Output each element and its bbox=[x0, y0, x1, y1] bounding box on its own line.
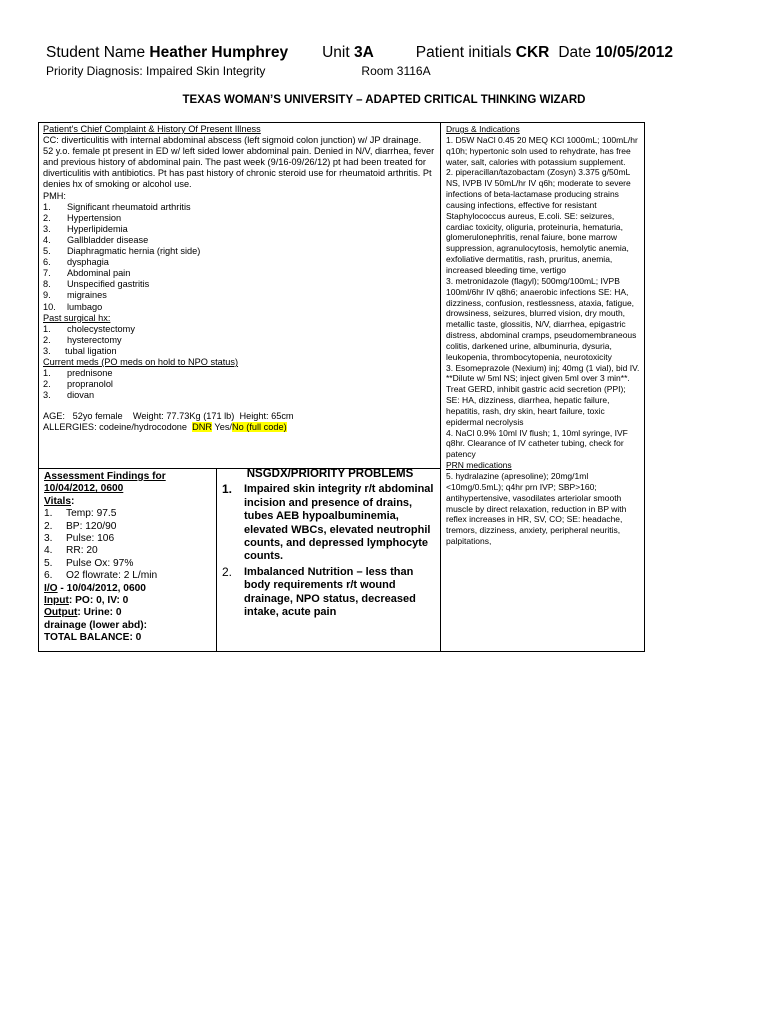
list-item: 1. Temp: 97.5 bbox=[44, 508, 117, 520]
vitals-label-row: Vitals: bbox=[44, 495, 75, 507]
list-item: 4. RR: 20 bbox=[44, 545, 98, 557]
allergies-line bbox=[43, 422, 437, 433]
prn-entry: 5. hydralazine (apresoline); 20mg/1ml <10mg/0.5mL); q4hr prn IVP; SBP>160; antihypertensive, vasodilates arteriolar smooth muscle by direct relaxation, reduction in BP with reflex increases in HR, SV, CO; SE: headache, tremors, dizziness, anxiety, peripheral neuritis, palpitations, bbox=[446, 471, 627, 547]
prn-label: PRN medications bbox=[446, 460, 512, 471]
nsgdx-heading: NSGDX/PRIORITY PROBLEMS bbox=[246, 468, 414, 480]
list-item: 2. hysterectomy bbox=[43, 334, 122, 345]
list-item: 5. Diaphragmatic hernia (right side) bbox=[43, 246, 201, 257]
list-item: 2. Hypertension bbox=[43, 212, 122, 223]
list-item: 1. Significant rheumatoid arthritis bbox=[43, 201, 191, 212]
room-number: Room 3116A bbox=[361, 64, 431, 78]
unit-label: Unit bbox=[322, 44, 354, 61]
column-divider bbox=[440, 122, 441, 652]
patient-initials: CKR bbox=[515, 44, 550, 61]
unit-value: 3A bbox=[353, 44, 374, 61]
dnr-no: No bbox=[231, 422, 244, 433]
list-item: 1. cholecystectomy bbox=[43, 323, 135, 334]
drainage-line: drainage (lower abd): bbox=[44, 619, 148, 631]
list-item: 3. diovan bbox=[43, 390, 95, 401]
assessment-heading: Assessment Findings for 10/04/2012, 0600 bbox=[44, 471, 166, 495]
list-item: 6. dysphagia bbox=[43, 257, 109, 268]
current-meds-list bbox=[43, 368, 437, 401]
list-item: 3. tubal ligation bbox=[43, 345, 117, 356]
student-name-label: Student Name bbox=[46, 44, 150, 61]
list-item: 1. prednisone bbox=[43, 368, 113, 379]
vitals-list bbox=[44, 508, 216, 582]
page-title: TEXAS WOMAN’S UNIVERSITY – ADAPTED CRITICAL THINKING WIZARD bbox=[182, 94, 586, 106]
total-balance: TOTAL BALANCE: 0 bbox=[44, 632, 142, 644]
input-line: Input: PO: 0, IV: 0 bbox=[44, 595, 129, 607]
list-item: 8. Unspecified gastritis bbox=[43, 279, 150, 290]
dnr-label: DNR bbox=[192, 422, 213, 433]
current-meds-label: Current meds (PO meds on hold to NPO status) bbox=[43, 356, 239, 367]
lower-column-divider bbox=[216, 468, 217, 652]
list-item: 9. migraines bbox=[43, 290, 107, 301]
psh-list bbox=[43, 324, 437, 357]
chief-complaint: CC: diverticulitis with internal abdominal abscess (left sigmoid colon junction) w/ JP drainage. bbox=[43, 135, 422, 146]
vitals-label: Vitals bbox=[44, 495, 71, 507]
full-code: (full code) bbox=[243, 422, 287, 433]
chief-complaint-section bbox=[43, 124, 437, 468]
student-name: Heather Humphrey bbox=[149, 44, 289, 61]
output-line: Output: Urine: 0 bbox=[44, 607, 122, 619]
list-item: 2. Imbalanced Nutrition – less than body requirements r/t wound drainage, NPO status, decreased intake, acute pain bbox=[222, 564, 416, 619]
header-line-1 bbox=[46, 44, 673, 62]
list-item: 3. Hyperlipidemia bbox=[43, 223, 128, 234]
list-item: 5. Pulse Ox: 97% bbox=[44, 557, 134, 569]
header-line-2 bbox=[46, 64, 431, 78]
drug-entry: 4. NaCl 0.9% 10ml IV flush; 1, 10ml syringe, IVF q8hr. Clearance of IV catheter tubing, check for patency bbox=[446, 427, 628, 460]
list-item: 2. BP: 120/90 bbox=[44, 520, 117, 532]
drugs-heading: Drugs & Indications bbox=[446, 124, 520, 134]
list-item: 1. Impaired skin integrity r/t abdominal incision and presence of drains, tubes AEB hypoalbuminemia, elevated WBCs, elevated neutrophil counts, and depressed lymphocyte counts. bbox=[222, 482, 434, 563]
io-line: I/O - 10/04/2012, 0600 bbox=[44, 582, 146, 594]
drugs-indications-section bbox=[446, 124, 640, 547]
date-label: Date bbox=[558, 44, 596, 61]
list-item: 7. Abdominal pain bbox=[43, 268, 131, 279]
dnr-yes: Yes/ bbox=[212, 422, 232, 433]
complaint-heading: Patient's Chief Complaint & History Of Present Illness bbox=[43, 124, 261, 134]
priority-diagnosis: Priority Diagnosis: Impaired Skin Integrity bbox=[46, 64, 266, 78]
drug-entry: 1. D5W NaCl 0.45 20 MEQ KCl 1000mL; 100mL/hr q10h; hypertonic soln used to rehydrate, has free water, salt, calories with potassium supplement. bbox=[446, 134, 638, 167]
drug-entry: 3. metronidazole (flagyl); 500mg/100mL; IVPB 100ml/6hr IV q8h6; anaerobic infections SE: HA, dizziness, confusion, restlessness, ataxia, fatigue, drowsiness, seizures, blurred vision, dry mouth, metallic taste, glossitis, N/V, diarrhea, epigastric distress, abdominal cramps, pseudomembraneous colitis, darkened urine, albuminuria, dysuria, leukopenia, thrombocytopenia, neurotoxicity bbox=[446, 275, 637, 362]
assessment-section bbox=[44, 471, 216, 645]
drug-entry: 2. piperacillan/tazobactam (Zosyn) 3.375 g/50mL NS, IVPB IV 50mL/hr IV q6h; moderate to severe infections of beta-lactamase producing strains causing infections, effective for resistant Staphylococcus aureus, E.coli. SE: seizures, cardiac toxicity, oliguria, proteinuria, hematuria, glomerulonephritis, renal faiure, bone marrow suppression, agranulocytosis, hemolytic anemia, exfoliative dermatitis, rash, pruritus, anemia, increased bleeding time, vertigo bbox=[446, 167, 631, 275]
list-item: 10. lumbago bbox=[43, 301, 103, 312]
nsgdx-section bbox=[222, 468, 438, 619]
date-value: 10/05/2012 bbox=[595, 44, 673, 61]
list-item: 6. O2 flowrate: 2 L/min bbox=[44, 570, 158, 582]
history-present-illness: 52 y.o. female pt present in ED w/ left sided lower abdominal pain. Denied in N/V, diarrhea, fever and previous history of abdominal pain. The past week (9/16-09/26/12) pt had been treated for diverticulitis with antibiotics. Pt has past history of chronic steroid use for rheumatoid arthritis. Pt denies hx of smoking or alcohol use. bbox=[43, 146, 435, 190]
list-item: 3. Pulse: 106 bbox=[44, 533, 115, 545]
patient-initials-label: Patient initials bbox=[415, 44, 516, 61]
pmh-label: PMH: bbox=[43, 190, 66, 201]
list-item: 2. propranolol bbox=[43, 379, 113, 390]
allergies: ALLERGIES: codeine/hydrocodone bbox=[43, 422, 193, 433]
age-weight-height: AGE: 52yo female Weight: 77.73Kg (171 lb) Height: 65cm bbox=[43, 411, 294, 422]
psh-label: Past surgical hx: bbox=[43, 312, 111, 323]
pmh-list bbox=[43, 202, 437, 313]
list-item: 4. Gallbladder disease bbox=[43, 234, 149, 245]
drug-entry: 3. Esomeprazole (Nexium) inj; 40mg (1 vial), bid IV. **Dilute w/ 5ml NS; inject given 5ml over 3 min**. Treat GERD, inhibit gastric acid secretion (PPI); SE: HA, dizziness, diarrhea, hepatic failure, hepatitis, rash, dry skin, heart failure, toxic epidermal necrolysis bbox=[446, 362, 640, 427]
